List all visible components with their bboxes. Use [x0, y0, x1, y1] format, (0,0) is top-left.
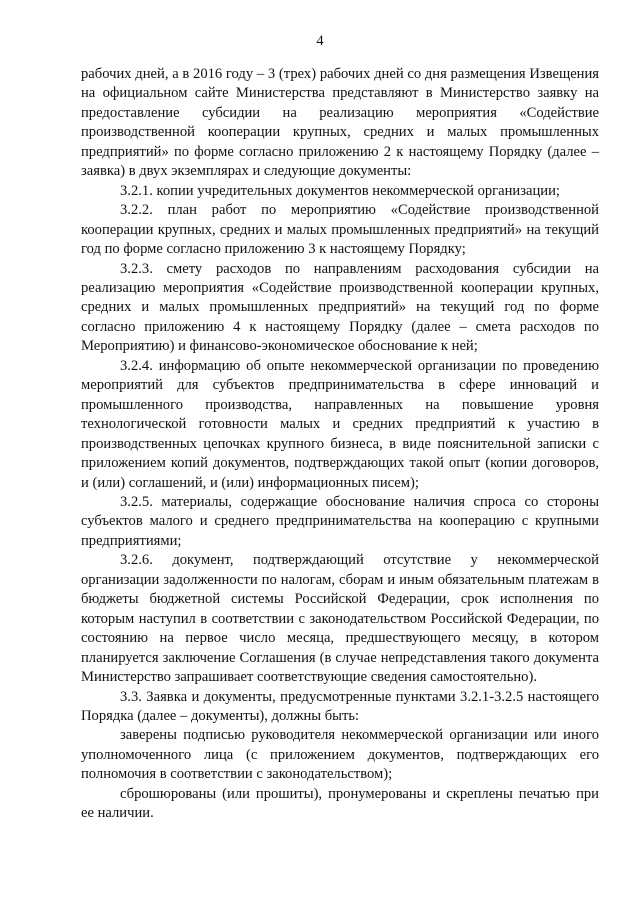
paragraph-3-2-3: 3.2.3. смету расходов по направлениям расходования субсидии на реализацию мероприятия «Содействие производственной кооперации крупных, средних и малых промышленных предприятий» на текущий год по форме согласно приложению 4 к настоящему Порядку (далее – смета расходов по Мероприятию) и финансово-экономическое обоснование к ней; [81, 260, 599, 355]
paragraph-3-3: 3.3. Заявка и документы, предусмотренные пунктами 3.2.1-3.2.5 настоящего Порядка (далее – документы), должны быть: [81, 688, 599, 724]
document-body [81, 65, 599, 824]
paragraph-3-2-5: 3.2.5. материалы, содержащие обоснование наличия спроса со стороны субъектов малого и среднего предпринимательства на кооперацию с крупными предприятиями; [81, 493, 599, 549]
page-number: 4 [316, 33, 324, 49]
paragraph-continuation: рабочих дней, а в 2016 году – 3 (трех) рабочих дней со дня размещения Извещения на официальном сайте Министерства представляют в Министерство заявку на предоставление субсидии на реализацию мероприятия «Содействие производственной кооперации крупных, средних и малых промышленных предприятий» по форме согласно приложению 2 к настоящему Порядку (далее – заявка) в двух экземплярах и следующие документы: [81, 66, 599, 180]
paragraph-3-2-2: 3.2.2. план работ по мероприятию «Содействие производственной кооперации крупных, средних и малых промышленных предприятий» на текущий год по форме согласно приложению 3 к настоящему Порядку; [81, 202, 599, 258]
paragraph-bound-and-stamped: сброшюрованы (или прошиты), пронумерованы и скреплены печатью при ее наличии. [81, 785, 599, 822]
paragraph-3-2-6: 3.2.6. документ, подтверждающий отсутствие у некоммерческой организации задолженности по налогам, сборам и иным обязательным платежам в бюджеты бюджетной системы Российской Федерации, срок исполнения по которым наступил в соответствии с законодательством Российской Федерации, по состоянию на первое число месяца, предшествующего месяцу, в котором планируется заключение Соглашения (в случае непредставления такого документа Министерство запрашивает соответствующие сведения самостоятельно). [81, 552, 599, 686]
paragraph-certified-by-signature: заверены подписью руководителя некоммерческой организации или иного уполномоченного лица (с приложением документов, подтверждающих его полномочия в соответствии с законодательством); [81, 727, 599, 783]
paragraph-3-2-1: 3.2.1. копии учредительных документов некоммерческой организации; [120, 182, 560, 199]
paragraph-3-2-4: 3.2.4. информацию об опыте некоммерческой организации по проведению мероприятий для субъектов предпринимательства в сфере инноваций и промышленного производства, направленных на повышение уровня технологической готовности малых и средних предприятий к участию в производственных цепочках крупного бизнеса, в виде пояснительной записки с приложением копий документов, подтверждающих такой опыт (копии договоров, и (или) соглашений, и (или) информационных писем); [81, 357, 599, 491]
